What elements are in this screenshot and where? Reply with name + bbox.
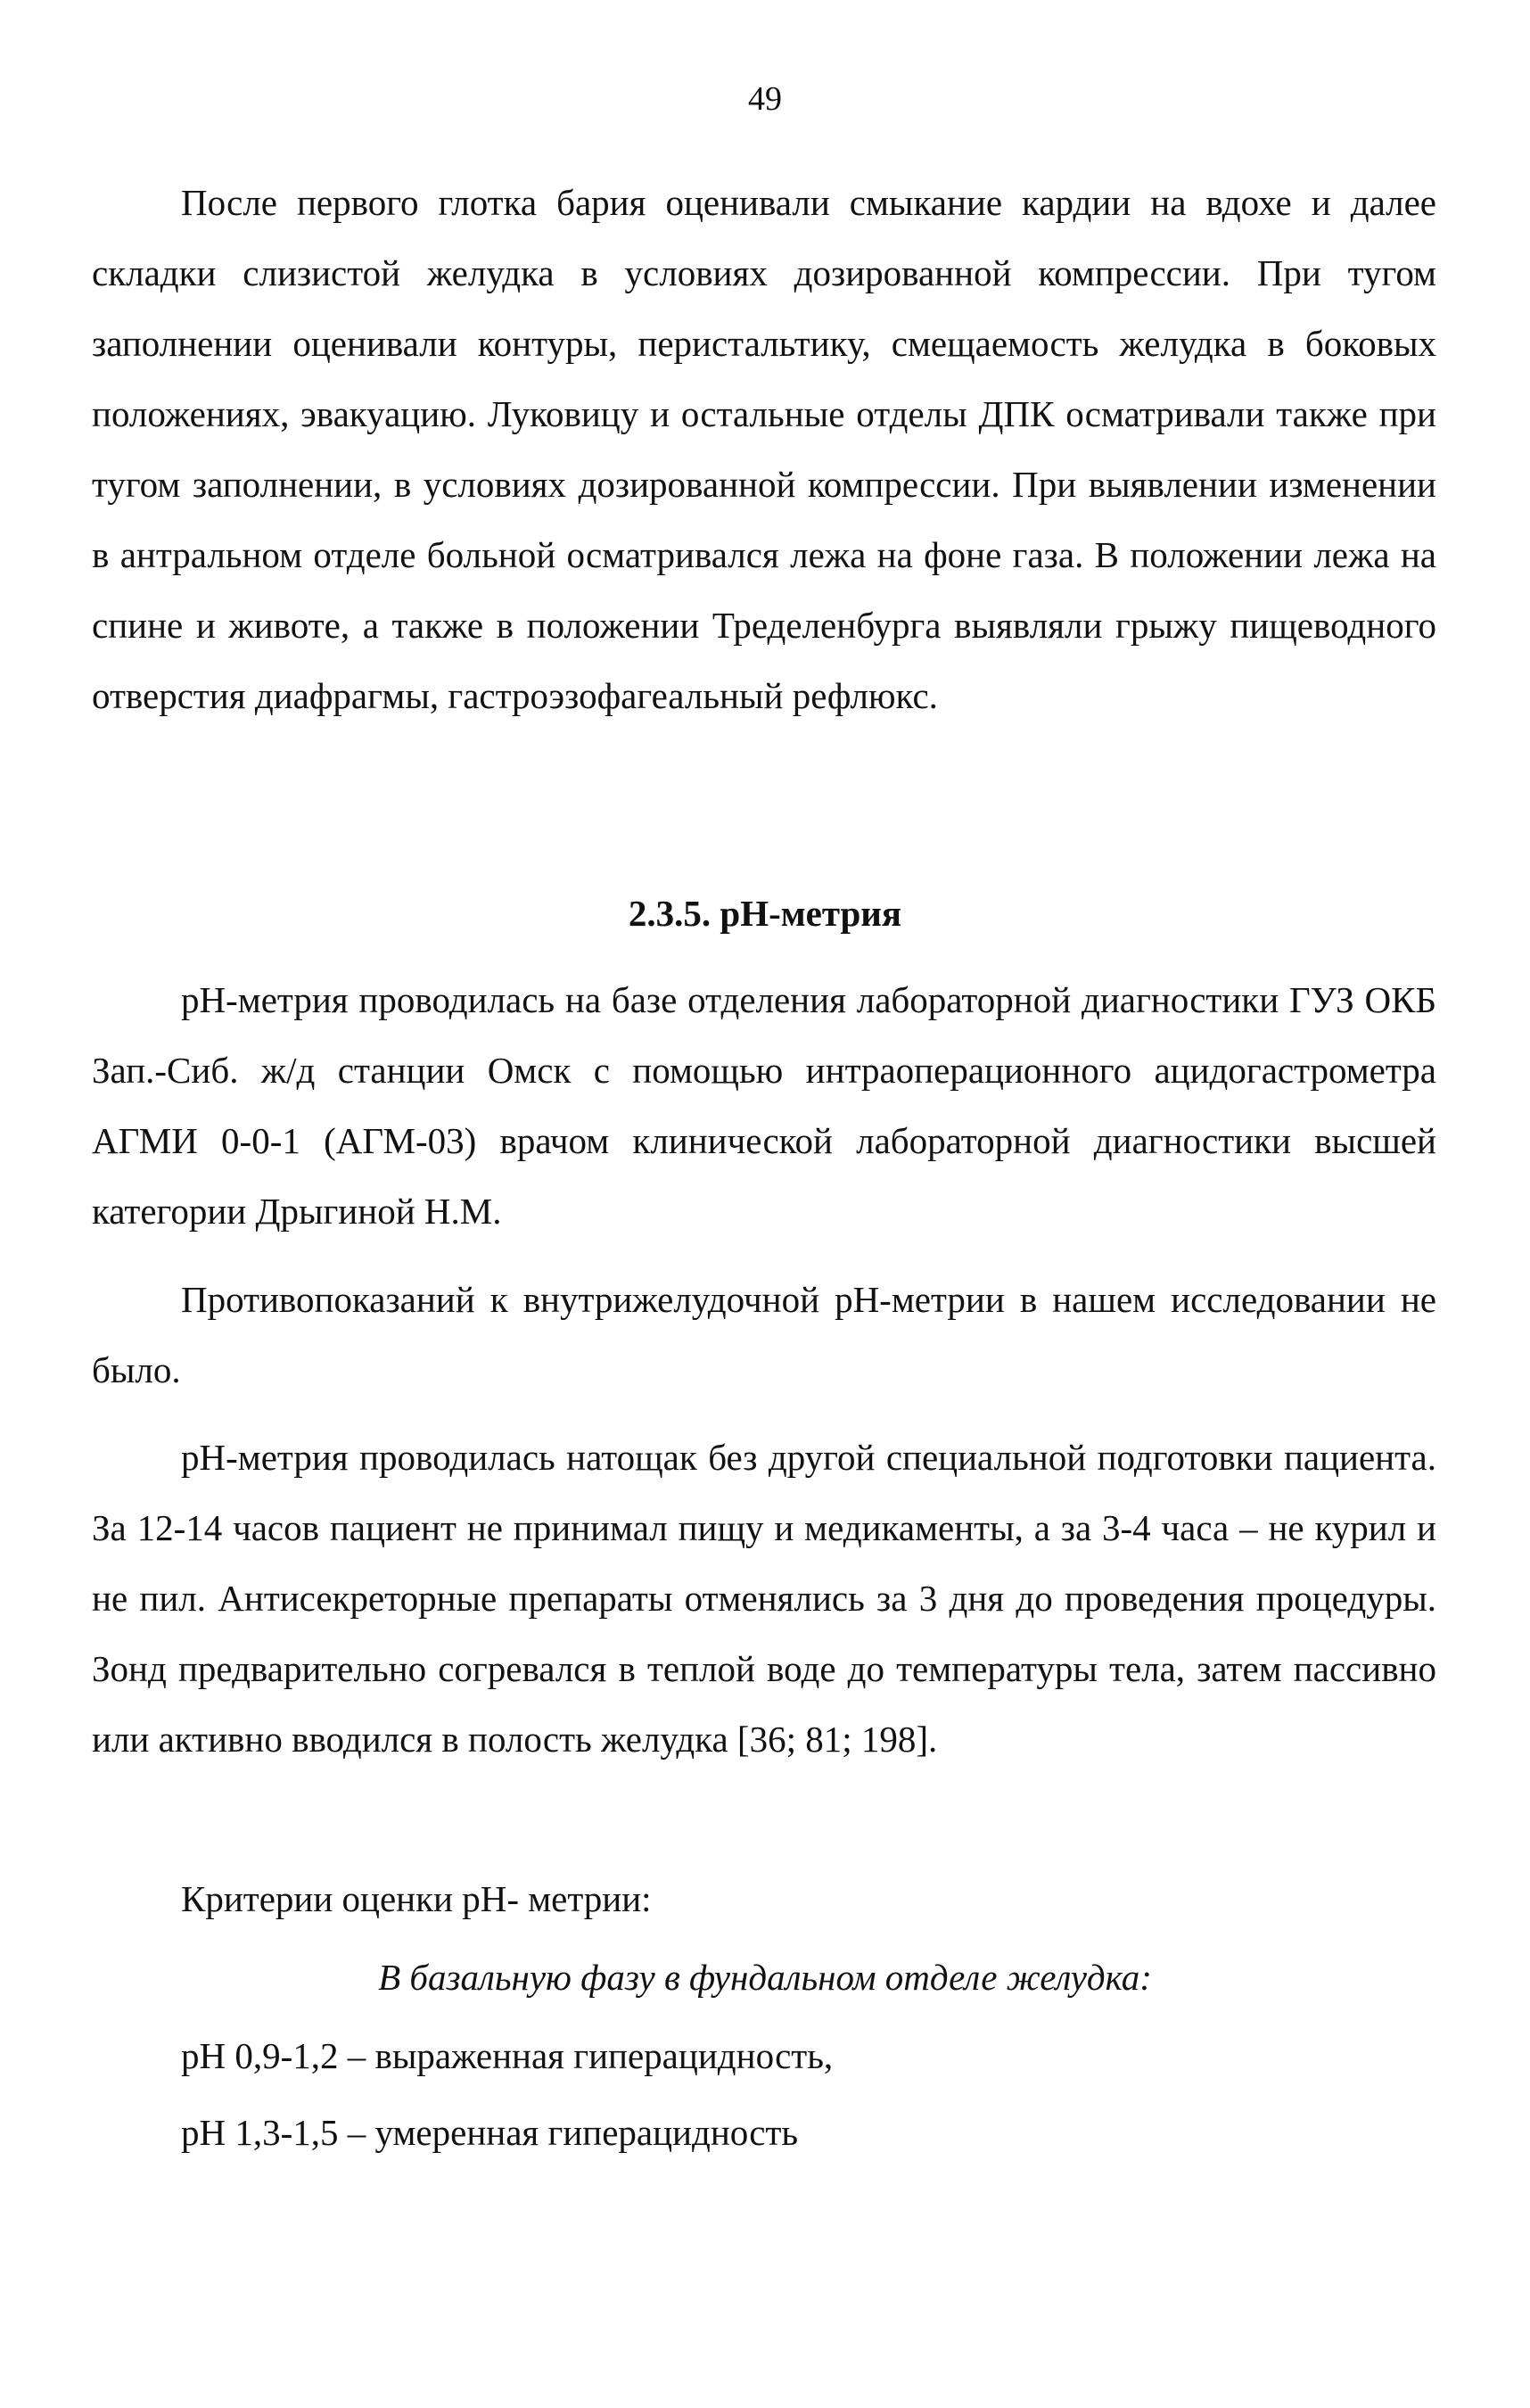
paragraph-contraindications bbox=[92, 1265, 1436, 1406]
criteria-item: рН 0,9-1,2 – выраженная гиперацидность, bbox=[181, 2035, 834, 2076]
criteria-item: рН 1,3-1,5 – умеренная гиперацидность bbox=[181, 2112, 799, 2153]
paragraph-procedure bbox=[92, 1423, 1436, 1775]
criteria-subheading: В базальную фазу в фундальном отделе желудка: bbox=[378, 1957, 1152, 1998]
paragraph-text: рН-метрия проводилась натощак без другой специальной подготовки пациента. За 12-14 часов пациент не принимал пищу и медикаменты, а за 3-4 часа – не курил и не пил. Антисекреторные препараты отменялись за 3 дня до проведения процедуры. Зонд предварительно согревался в теплой воде до температуры тела, затем пассивно или активно вводился в полость желудка [36; 81; 198]. bbox=[92, 1437, 1436, 1760]
paragraph-text: Противопоказаний к внутрижелудочной рН-метрии в нашем исследовании не было. bbox=[92, 1279, 1436, 1390]
paragraph-text: рН-метрия проводилась на базе отделения лабораторной диагностики ГУЗ ОКБ Зап.-Сиб. ж/д станции Омск с помощью интраоперационного ацидогастрометра АГМИ 0-0-1 (АГМ-03) врачом клинической лабораторной диагностики высшей категории Дрыгиной Н.М. bbox=[92, 979, 1436, 1232]
paragraph-ph-metry-base bbox=[92, 965, 1436, 1247]
paragraph-barium-exam bbox=[92, 168, 1436, 731]
section-heading: 2.3.5. рН-метрия bbox=[628, 893, 902, 934]
page-number: 49 bbox=[748, 80, 782, 118]
paragraph-text: После первого глотка бария оценивали смыкание кардии на вдохе и далее складки слизистой желудка в условиях дозированной компрессии. При тугом заполнении оценивали контуры, перистальтику, смещаемость желудка в боковых положениях, эвакуацию. Луковицу и остальные отделы ДПК осматривали также при тугом заполнении, в условиях дозированной компрессии. При выявлении изменении в антральном отделе больной осматривался лежа на фоне газа. В положении лежа на спине и животе, а также в положении Тределенбурга выявляли грыжу пищеводного отверстия диафрагмы, гастроэзофагеальный рефлюкс. bbox=[92, 182, 1436, 716]
criteria-label: Критерии оценки рН- метрии: bbox=[181, 1878, 652, 1919]
